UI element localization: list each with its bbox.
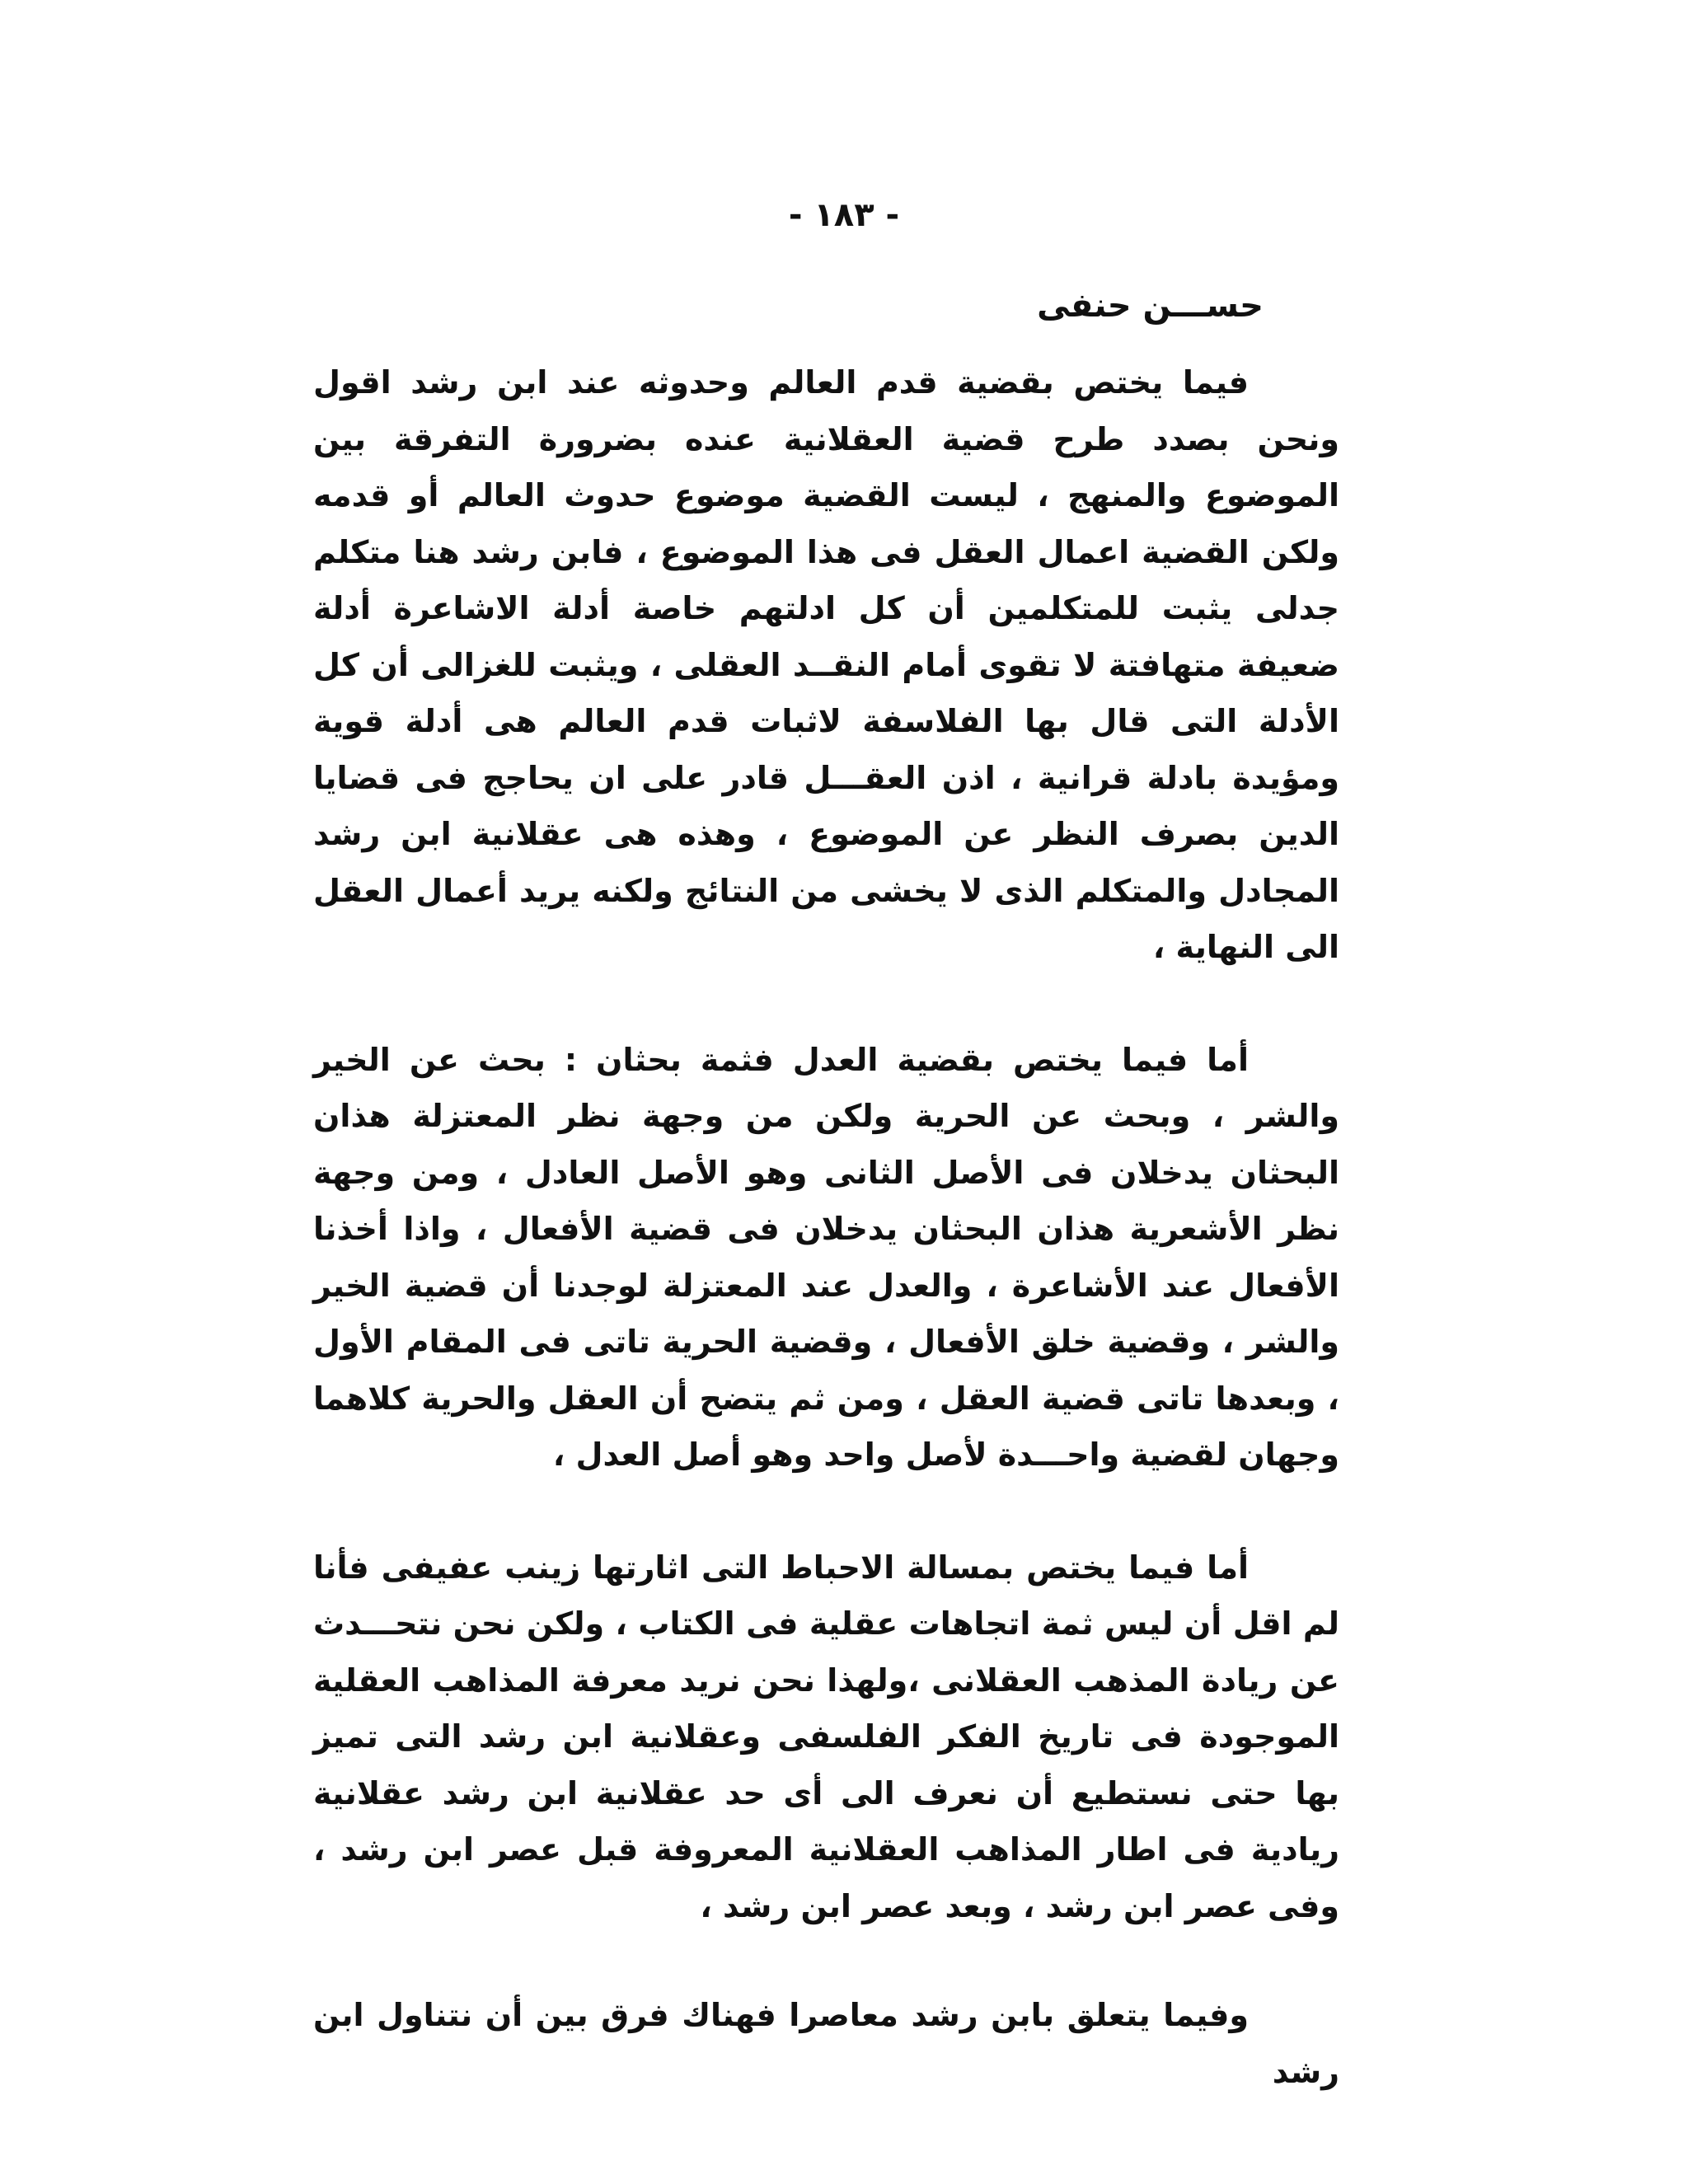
- paragraph-1: فيما يختص بقضية قدم العالم وحدوثه عند ابن رشد اقول ونحن بصدد طرح قضية العقلانية عنده بضرورة التفرقة بين الموضوع والمنهج ، ليست القضية موضوع حدوث العالم أو قدمه ولكن القضية اعمال العقل فى هذا الموضوع ، فابن رشد هنا متكلم جدلى يثبت للمتكلمين أن كل ادلتهم خاصة أدلة الاشاعرة أدلة ضعيفة متهافتة لا تقوى أمام النقــد العقلى ، ويثبت للغزالى أن كل الأدلة التى قال بها الفلاسفة لاثبات قدم العالم هى أدلة قوية ومؤيدة بادلة قرانية ، اذن العقـــل قادر على ان يحاجج فى قضايا الدين بصرف النظر عن الموضوع ، وهذه هى عقلانية ابن رشد المجادل والمتكلم الذى لا يخشى من النتائج ولكنه يريد أعمال العقل الى النهاية ،: [313, 364, 1339, 965]
- paragraph-4: وفيما يتعلق بابن رشد معاصرا فهناك فرق بين أن نتناول ابن رشد: [313, 1997, 1339, 2090]
- page-number: - ١٨٣ -: [788, 196, 900, 234]
- paragraph-3: أما فيما يختص بمسالة الاحباط التى اثارتها زينب عفيفى فأنا لم اقل أن ليس ثمة اتجاهات عقلية فى الكتاب ، ولكن نحن نتحـــدث عن ريادة المذهب العقلانى ،ولهذا نحن نريد معرفة المذاهب العقلية الموجودة فى تاريخ الفكر الفلسفى وعقلانية ابن رشد التى تميز بها حتى نستطيع أن نعرف الى أى حد عقلانية ابن رشد عقلانية ريادية فى اطار المذاهب العقلانية المعروفة قبل عصر ابن رشد ، وفى عصر ابن رشد ، وبعد عصر ابن رشد ،: [313, 1549, 1339, 1924]
- paragraph-2: أما فيما يختص بقضية العدل فثمة بحثان : بحث عن الخير والشر ، وبحث عن الحرية ولكن من وجهة نظر المعتزلة هذان البحثان يدخلان فى الأصل الثانى وهو الأصل العادل ، ومن وجهة نظر الأشعرية هذان البحثان يدخلان فى قضية الأفعال ، واذا أخذنا الأفعال عند الأشاعرة ، والعدل عند المعتزلة لوجدنا أن قضية الخير والشر ، وقضية خلق الأفعال ، وقضية الحرية تاتى فى المقام الأول ، وبعدها تاتى قضية العقل ، ومن ثم يتضح أن العقل والحرية كلاهما وجهان لقضية واحـــدة لأصل واحد وهو أصل العدل ،: [313, 1041, 1339, 1473]
- speaker-name: حســـن حنفى: [1037, 287, 1264, 325]
- body-text: [313, 354, 1339, 2100]
